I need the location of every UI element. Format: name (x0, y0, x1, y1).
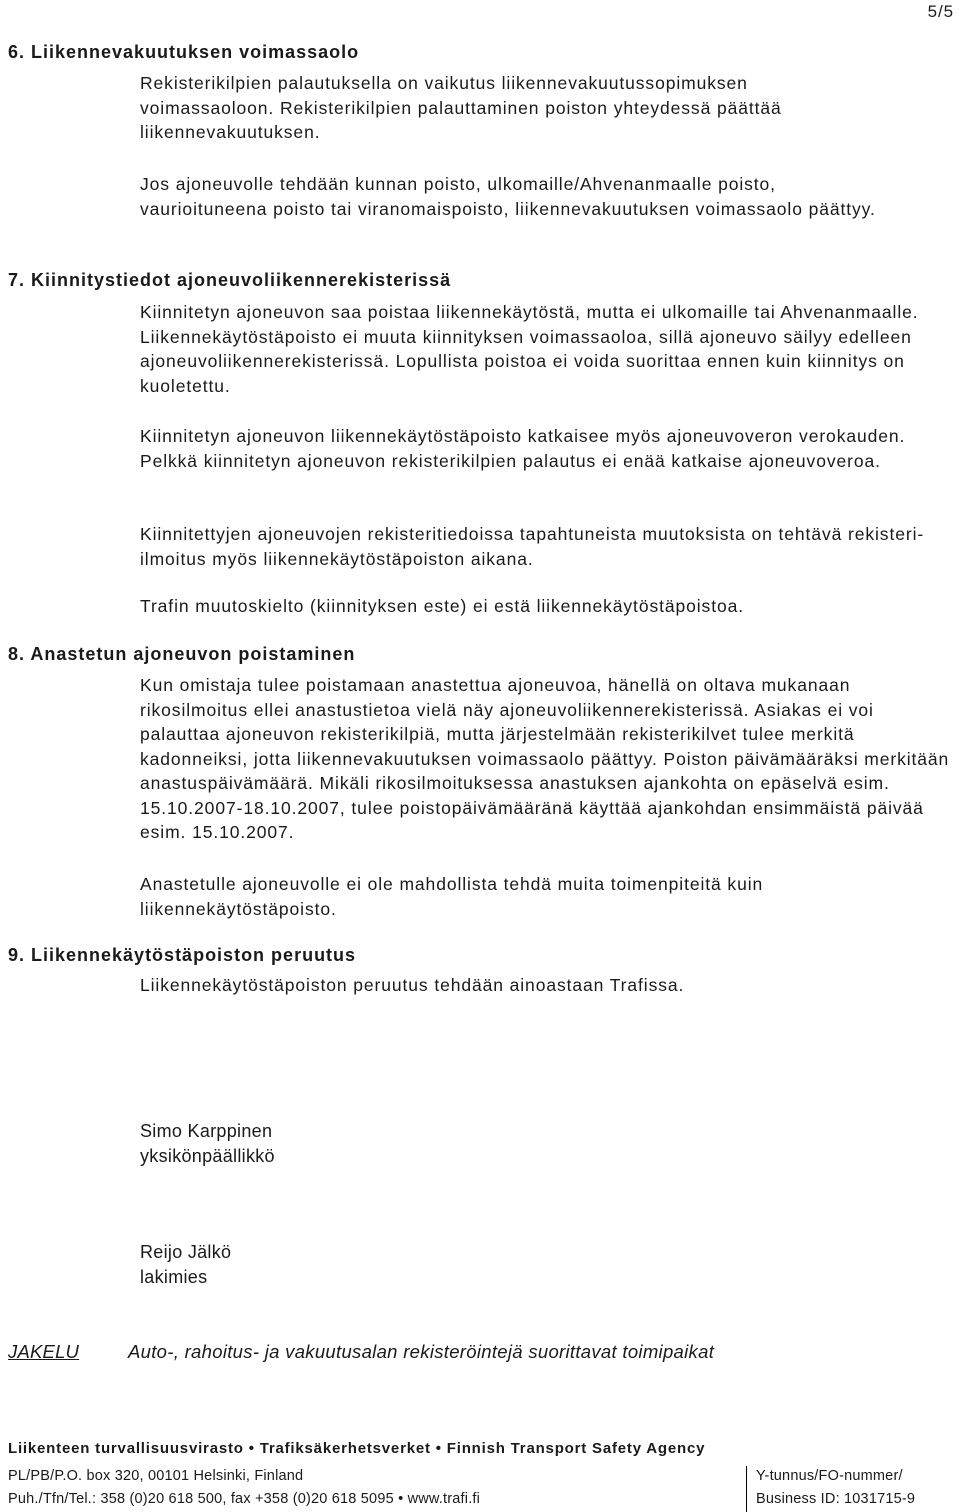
section-8-heading: 8. Anastetun ajoneuvon poistaminen (8, 644, 356, 664)
signature-2-name: Reijo Jälkö (140, 1242, 232, 1262)
section-7-heading: 7. Kiinnitystiedot ajoneuvoliikennerekisterissä (8, 270, 452, 290)
footer-address: PL/PB/P.O. box 320, 00101 Helsinki, Finland (8, 1468, 304, 1484)
signature-1 (140, 1119, 275, 1169)
footer-phone: Puh./Tfn/Tel.: 358 (0)20 618 500, fax +358 (0)20 618 5095 • www.trafi.fi (8, 1491, 481, 1507)
page-number: 5/5 (927, 2, 954, 21)
section-8-paragraph-1: Kun omistaja tulee poistamaan anastettua ajoneuvoa, hänellä on oltava mukanaan rikosilmoitus ellei anastustietoa vielä näy ajoneuvoliikennerekisterissä. Asiakas ei voi palauttaa ajoneuvon rekisterikilpiä, mutta järjestelmään rekisterikilvet tulee merkitä kadonneiksi, jotta liikennevakuutuksen voimassaolo päättyy. Poiston päivämääräksi merkitään anastuspäivämäärä. Mikäli rikosilmoituksessa anastuksen ajankohta on epäselvä esim. 15.10.2007-18.10.2007, tulee poistopäivämääränä käyttää ajankohdan ensimmäistä päivää esim. 15.10.2007. (140, 675, 950, 842)
signature-1-title: yksikönpäällikkö (140, 1146, 275, 1166)
footer-divider (746, 1466, 747, 1512)
signature-2 (140, 1240, 231, 1290)
footer-business-id: Business ID: 1031715-9 (756, 1491, 916, 1507)
footer-id-label: Y-tunnus/FO-nummer/ (756, 1468, 903, 1484)
section-7-paragraph-4: Trafin muutoskielto (kiinnityksen este) ei estä liikennekäytöstäpoistoa. (140, 596, 744, 616)
section-6-paragraph-2: Jos ajoneuvolle tehdään kunnan poisto, ulkomaille/Ahvenanmaalle poisto, vaurioituneena poisto tai viranomaispoisto, liikennevakuutuksen voimassaolo päättyy. (140, 174, 876, 219)
section-6-heading: 6. Liikennevakuutuksen voimassaolo (8, 42, 360, 62)
section-7-paragraph-3: Kiinnitettyjen ajoneuvojen rekisteritiedoissa tapahtuneista muutoksista on tehtävä rekisteri-ilmoitus myös liikennekäytöstäpoiston aikana. (140, 524, 925, 569)
section-7-paragraph-1: Kiinnitetyn ajoneuvon saa poistaa liikennekäytöstä, mutta ei ulkomaille tai Ahvenanmaalle. Liikennekäytöstäpoisto ei muuta kiinnityksen voimassaoloa, sillä ajoneuvo säilyy edelleen ajoneuvoliikennerekisterissä. Lopullista poistoa ei voida suorittaa ennen kuin kiinnitys on kuoletettu. (140, 302, 919, 396)
signature-1-name: Simo Karppinen (140, 1121, 273, 1141)
section-7-paragraph-2: Kiinnitetyn ajoneuvon liikennekäytöstäpoisto katkaisee myös ajoneuvoveron verokauden. Pelkkä kiinnitetyn ajoneuvon rekisterikilpien palautus ei enää katkaise ajoneuvoveroa. (140, 426, 906, 471)
section-9-paragraph-1: Liikennekäytöstäpoiston peruutus tehdään ainoastaan Trafissa. (140, 975, 685, 995)
distribution-label: JAKELU (8, 1341, 80, 1362)
footer-organization: Liikenteen turvallisuusvirasto • Trafiksäkerhetsverket • Finnish Transport Safety Agency (8, 1440, 706, 1457)
section-8-paragraph-2: Anastetulle ajoneuvolle ei ole mahdollista tehdä muita toimenpiteitä kuin liikennekäytöstäpoisto. (140, 874, 764, 919)
section-9-heading: 9. Liikennekäytöstäpoiston peruutus (8, 945, 357, 965)
section-6-paragraph-1: Rekisterikilpien palautuksella on vaikutus liikennevakuutussopimuksen voimassaoloon. Rekisterikilpien palauttaminen poiston yhteydessä päättää liikennevakuutuksen. (140, 73, 782, 142)
signature-2-title: lakimies (140, 1267, 208, 1287)
distribution-text: Auto-, rahoitus- ja vakuutusalan rekisteröintejä suorittavat toimipaikat (128, 1341, 715, 1362)
